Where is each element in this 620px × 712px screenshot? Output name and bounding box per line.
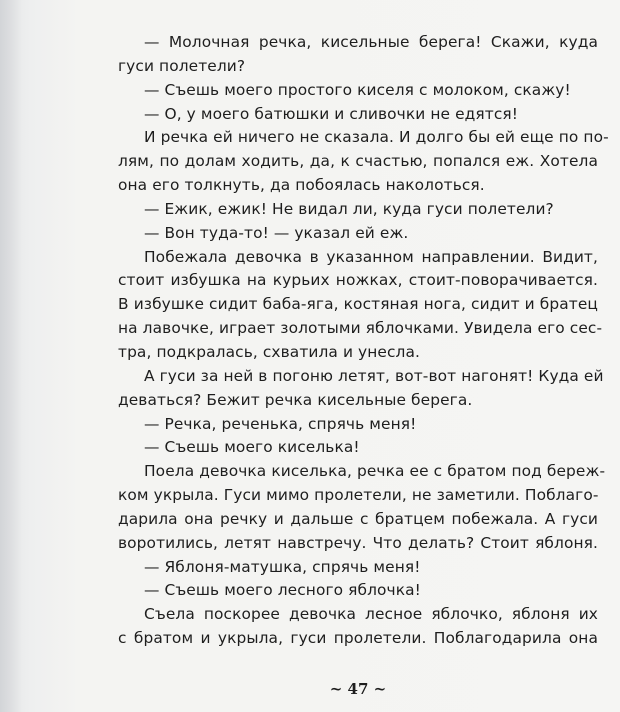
text-line: — Съешь моего лесного яблочка! (144, 581, 421, 600)
spine-shadow (0, 0, 22, 712)
text-line: А гуси за ней в погоню летят, вот-вот нагонят! Куда ей (144, 366, 604, 385)
text-line: — Речка, реченька, спрячь меня! (144, 414, 417, 433)
text-line: дарила она речку и дальше с братцем побежала. А гуси (118, 509, 598, 528)
text-line: — О, у моего батюшки и сливочки не едятся! (144, 104, 519, 123)
text-line: ком укрыла. Гуси мимо пролетели, не заметили. Поблаго- (118, 486, 599, 505)
text-line: деваться? Бежит речка кисельные берега. (118, 390, 473, 409)
text-line: В избушке сидит баба-яга, костяная нога, сидит и братец (118, 295, 598, 314)
text-line: И речка ей ничего не сказала. И долго бы ей еще по по- (144, 128, 609, 147)
text-line: — Вон туда-то! — указал ей еж. (144, 223, 409, 242)
text-line: — Съешь моего киселька! (144, 438, 360, 457)
text-line: Съела поскорее девочка лесное яблочко, яблоня их (144, 605, 598, 624)
text-line: Поела девочка киселька, речка ее с братом под береж- (144, 462, 606, 481)
text-line: на лавочке, играет золотыми яблочками. Увидела его сес- (118, 319, 603, 338)
body-text (118, 31, 609, 651)
text-line: она его толкнуть, да побоялась наколоться. (118, 176, 485, 195)
text-line: с братом и укрыла, гуси пролетели. Поблагодарила она (118, 629, 598, 648)
text-line: — Ежик, ежик! Не видал ли, куда гуси полетели? (144, 199, 554, 218)
text-line: воротились, летят навстречу. Что делать? Стоит яблоня. (118, 533, 598, 552)
text-line: тра, подкралась, схватила и унесла. (118, 342, 421, 361)
text-line: лям, по долам ходить, да, к счастью, попался еж. Хотела (118, 152, 598, 171)
text-line: — Яблоня-матушка, спрячь меня! (144, 557, 421, 576)
text-line: гуси полетели? (118, 56, 246, 75)
text-line: стоит избушка на курьих ножках, стоит-поворачивается. (118, 271, 598, 290)
text-line: Побежала девочка в указанном направлении. Видит, (144, 247, 598, 266)
page-number: ~ 47 ~ (329, 680, 387, 698)
text-line: — Съешь моего простого киселя с молоком, скажу! (144, 80, 571, 99)
text-line: — Молочная речка, кисельные берега! Скажи, куда (144, 33, 598, 51)
